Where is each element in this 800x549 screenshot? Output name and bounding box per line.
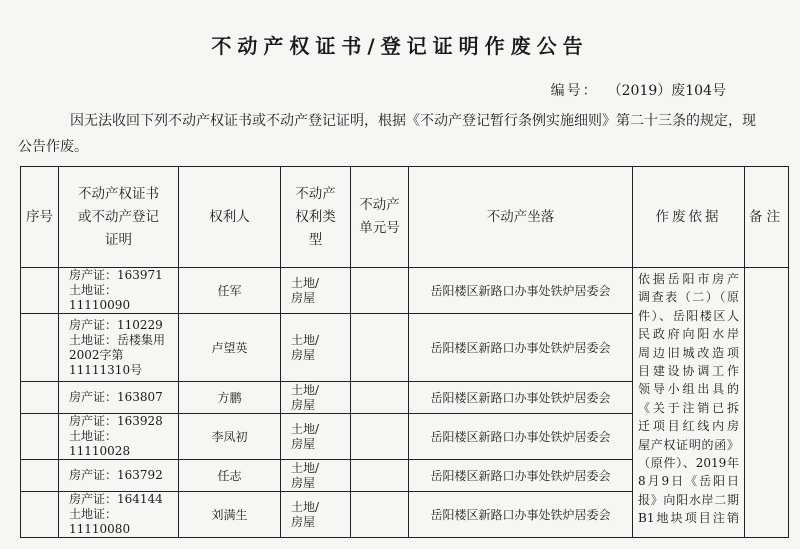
row-unit-no — [351, 382, 409, 414]
row-holder: 任志 — [179, 460, 281, 492]
row-location: 岳阳楼区新路口办事处铁炉居委会 — [409, 382, 633, 414]
header-right-type: 不动产权利类型 — [281, 167, 351, 268]
basis-line: B1地块项目注销 — [638, 511, 739, 526]
cert-line: 房产证：110229 — [69, 317, 163, 332]
row-seq — [21, 268, 59, 314]
row-seq — [21, 414, 59, 460]
row-cert — [59, 414, 179, 460]
row-cert — [59, 382, 179, 414]
row-cert — [59, 492, 179, 538]
header-cert: 不动产权证书或不动产登记证明 — [59, 167, 179, 268]
row-unit-no — [351, 314, 409, 382]
type-line: 土地/ — [291, 460, 320, 475]
cert-line: 房产证：163928 — [69, 414, 163, 428]
type-line: 土地/ — [291, 332, 320, 347]
row-holder: 李凤初 — [179, 414, 281, 460]
row-location: 岳阳楼区新路口办事处铁炉居委会 — [409, 414, 633, 460]
basis-line: 民政府向阳水岸 — [638, 327, 739, 342]
type-line: 房屋 — [291, 397, 316, 412]
type-line: 房屋 — [291, 436, 316, 451]
row-cert — [59, 268, 179, 314]
row-unit-no — [351, 414, 409, 460]
row-right-type — [281, 268, 351, 314]
basis-line: 报》向阳水岸二期 — [638, 492, 739, 507]
row-right-type — [281, 492, 351, 538]
basis-line: 8月9日《岳阳日 — [638, 474, 739, 489]
page-title: 不动产权证书/登记证明作废公告 — [211, 34, 589, 58]
cert-line: 土地证：11110028 — [69, 429, 131, 458]
row-right-type — [281, 382, 351, 414]
basis-line: 件）、岳阳楼区人 — [638, 308, 739, 323]
row-holder: 方鹏 — [179, 382, 281, 414]
intro-paragraph: 因无法收回下列不动产权证书或不动产登记证明，根据《不动产登记暂行条例实施细则》第二十三条的规定，现公告作废。 — [18, 113, 756, 155]
row-seq — [21, 314, 59, 382]
cert-line: 2002字第 — [69, 347, 124, 362]
cert-line: 土地证：岳楼集用 — [69, 332, 166, 347]
type-line: 土地/ — [291, 499, 320, 514]
header-unit-no: 不动产单元号 — [351, 167, 409, 268]
header-seq: 序号 — [21, 167, 59, 268]
basis-line: 周边旧城改造项 — [638, 345, 739, 360]
type-line: 土地/ — [291, 275, 320, 290]
row-cert — [59, 314, 179, 382]
basis-line: 迁项目红线内房 — [638, 419, 739, 434]
row-unit-no — [351, 492, 409, 538]
basis-cell — [633, 268, 745, 538]
header-location: 不动产坐落 — [409, 167, 633, 268]
basis-line: 依据岳阳市房产 — [638, 272, 739, 286]
basis-line: （原件）、2019年 — [638, 456, 739, 471]
header-basis: 作废依据 — [633, 167, 745, 268]
cert-line: 土地证：11110090 — [69, 283, 131, 312]
cert-line: 土地证：11110080 — [69, 507, 131, 536]
type-line: 房屋 — [291, 290, 316, 305]
row-right-type — [281, 314, 351, 382]
type-line: 土地/ — [291, 421, 320, 436]
doc-number-label: 编号： — [550, 83, 599, 99]
row-right-type — [281, 414, 351, 460]
type-line: 房屋 — [291, 475, 316, 490]
row-unit-no — [351, 460, 409, 492]
doc-number-value: （2019）废104号 — [614, 83, 726, 99]
cert-line: 房产证：163807 — [69, 390, 163, 404]
table-header-row — [21, 167, 789, 268]
doc-number — [551, 80, 726, 100]
cert-line: 房产证：163971 — [69, 268, 163, 282]
type-line: 房屋 — [291, 514, 316, 529]
cert-line: 房产证：164144 — [69, 492, 163, 506]
remark-cell — [745, 268, 789, 538]
basis-line: 调查表（二）（原 — [638, 290, 739, 305]
basis-line: 领导小组出具的 — [638, 382, 739, 397]
basis-line: 《关于注销已拆 — [638, 400, 739, 415]
row-right-type — [281, 460, 351, 492]
type-line: 土地/ — [291, 382, 320, 397]
row-holder: 卢望英 — [179, 314, 281, 382]
header-remark: 备注 — [745, 167, 789, 268]
row-seq — [21, 492, 59, 538]
row-unit-no — [351, 268, 409, 314]
table-row — [21, 268, 789, 314]
row-location: 岳阳楼区新路口办事处铁炉居委会 — [409, 492, 633, 538]
header-holder: 权利人 — [179, 167, 281, 268]
cert-line: 11111310号 — [69, 362, 143, 377]
type-line: 房屋 — [291, 347, 316, 362]
row-holder: 任军 — [179, 268, 281, 314]
row-seq — [21, 382, 59, 414]
row-seq — [21, 460, 59, 492]
row-holder: 刘满生 — [179, 492, 281, 538]
basis-line: 屋产权证明的函》 — [638, 437, 739, 452]
revocation-table — [20, 166, 789, 538]
row-cert — [59, 460, 179, 492]
row-location: 岳阳楼区新路口办事处铁炉居委会 — [409, 314, 633, 382]
row-location: 岳阳楼区新路口办事处铁炉居委会 — [409, 460, 633, 492]
row-location: 岳阳楼区新路口办事处铁炉居委会 — [409, 268, 633, 314]
cert-line: 房产证：163792 — [69, 468, 163, 482]
basis-line: 目建设协调工作 — [638, 364, 739, 379]
